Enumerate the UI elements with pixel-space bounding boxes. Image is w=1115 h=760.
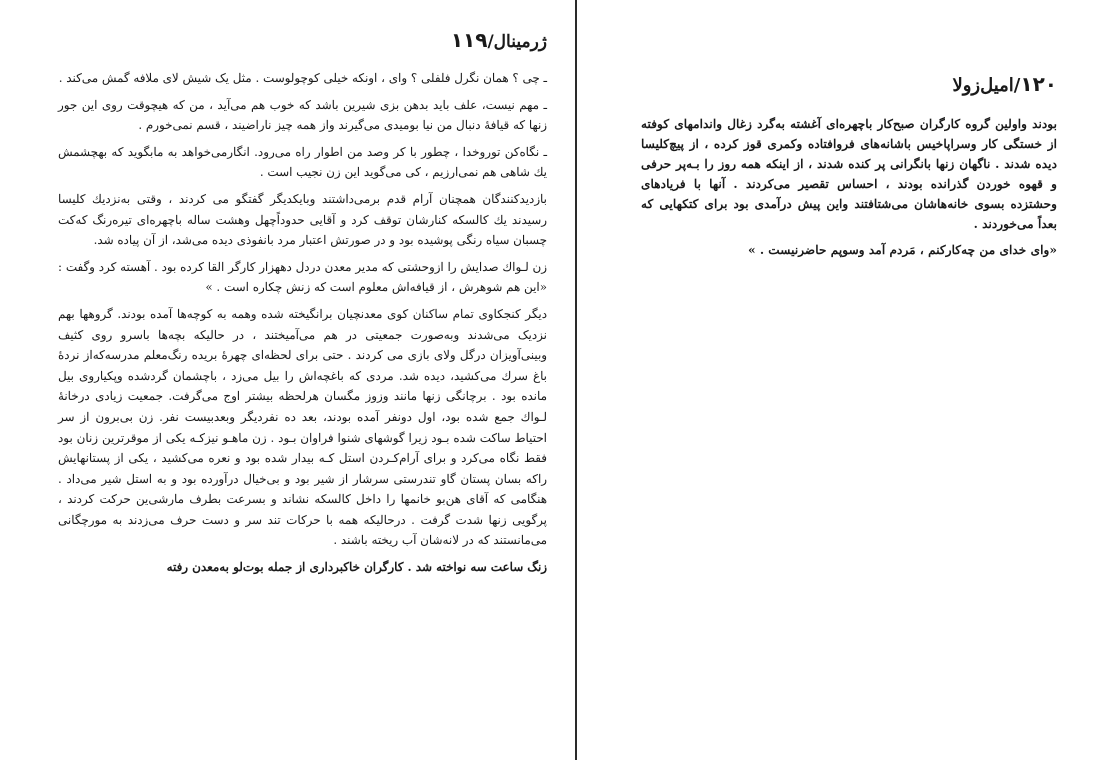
left-page-number: ۱۱۹ (450, 28, 488, 52)
left-running-title (451, 28, 547, 52)
book-spine-divider (575, 0, 577, 760)
left-paragraph-6: دیگر کنجکاوی تمام ساکنان کوی معدنچیان برانگیخته شده وهمه به کوچه‌ها آمده بودند. گروهها بهم نزدیک می‌شدند وبه‌صورت جمعیتی در هم می‌آمیختند ، در حالیکه بچه‌ها باسرو روی کثیف وبینی‌آویزان درگل ولای بازی می کردند . حتی برای لحظه‌ای چهرهٔ بریده رنگ‌معلم مدرسه‌که‌از نردهٔ باغ سرك می‌کشید، دیده شد. مردی که باغچه‌اش را بیل می‌زد ، باچشمان گردشده وپکیاروی بیل مانده بود . برچانگی زنها مانند وزوز مگسان هرلحظه بیشتر اوج می‌گرفت. جمعیت زیادی درخانهٔ لـواك جمع شده بود، اول دونفر آمده بودند، بعد ده نفردیگر وبعدبیست نفر. زن بی‌برون از سر احتیاط ساکت شده بـود زیرا گوشهای شنوا فراوان بـود . زن ماهـو نیزکـه یکی از موقرترین زنان بود فقط نگاه می‌کرد و برای آرام‌کـردن استل کـه بیدار شده بود و نعره می‌کشید ، یکی از پستانهایش راکه بسان پستان گاو تندرستی سرشار از شیر بود و بی‌خیال درآورده بود و به استل شیر می‌داد . هنگامی که آقای هن‌بو خانمها را داخل کالسکه نشاند و بسرعت بطرف مارشی‌ین حرکت کردند ، پرگویی زنها شدت گرفت . درحالیکه همه با حرکات تند سر و دست حرف می‌زدند به مورچگانی می‌مانستند که در لانه‌شان آب ریخته باشند . (58, 306, 547, 548)
left-paragraph-7: زنگ ساعت سه نواخته شد . کارگران خاکبرداری از جمله بوت‌لو به‌معدن رفته (166, 560, 547, 575)
right-page-number: ۱۲۰ (1020, 72, 1057, 96)
right-running-title (952, 72, 1057, 96)
left-paragraph-4: بازدیدکنندگان همچنان آرام قدم برمی‌داشتند وبایکدیگر گفتگو می کردند ، وقتی به‌نزدیك کلیسا رسیدند یك کالسکه کنارشان توقف کرد و آقایی حدوداًچهل وهشت ساله باچهره‌ای تیره‌رنگ که‌کت چسبان سیاه رنگی پوشیده بود و در صورتش اعتبار مرد بانفوذی دیده می‌شد، از آن پیاده شد. (58, 191, 547, 248)
right-page (579, 0, 1115, 760)
right-page-header (641, 72, 1057, 96)
left-paragraph-1: ـ چی ؟ همان نگرل فلفلی ؟ وای ، اونکه خیلی کوچولوست . مثل یک شیش لای ملافه گمش می‌کند . (58, 71, 547, 85)
right-quote: «وای خدای من چه‌کارکنم ، مَردم آمد وسوپم حاضرنیست . » (747, 243, 1057, 257)
left-paragraph-3: ـ نگاه‌کن توروخدا ، چطور با کر وصد من اطوار راه می‌رود. انگارمی‌خواهد به مابگوید که بهچشمش یك شاهی هم نمی‌ارزیم ، کی می‌گوید این زن نجیب است . (58, 144, 547, 180)
left-paragraph-5: زن لـواك صدایش را ازوحشتی که مدیر معدن دردل دههزار کارگر القا کرده بود . آهسته کرد وگفت : «این هم شوهرش ، از قیافه‌اش معلوم است که زنش چکاره است . » (58, 259, 547, 295)
left-paragraph-2: ـ مهم نیست، علف باید بدهن بزی شیرین باشد که خوب هم می‌آید ، من که هیچوقت روی این جور زنها که قیافهٔ دنبال من نیا بومیدی می‌گیرند واز همه چیز ناراضیند ، قسم نمی‌خورم . (58, 97, 547, 133)
left-page-header (58, 28, 547, 52)
right-paragraph: بودند واولین گروه کارگران صبح‌کار باچهره‌ای آغشته به‌گرد زغال واندامهای کوفته از خستگی کار وسراپاخیس باشانه‌های فروافتاده وکمری قوز کرده ، از پیچ‌کلیسا دیده شدند . ناگهان زنها بانگرانی پر کنده شدند ، از اینکه همه روز را بـه‌پر حرفی و قهوه خوردن گذرانده بودند ، احساس تقصیر می‌کردند . آنها با فریادهای وحشتزده بسوی خانه‌هاشان می‌شتافتند واین پیش درآمدی بود برای کتکهایی که بعداً می‌خوردند . (641, 117, 1057, 231)
right-author-title: /امیل‌زولا (952, 75, 1021, 96)
left-book-title: ژرمینال/ (487, 32, 547, 52)
